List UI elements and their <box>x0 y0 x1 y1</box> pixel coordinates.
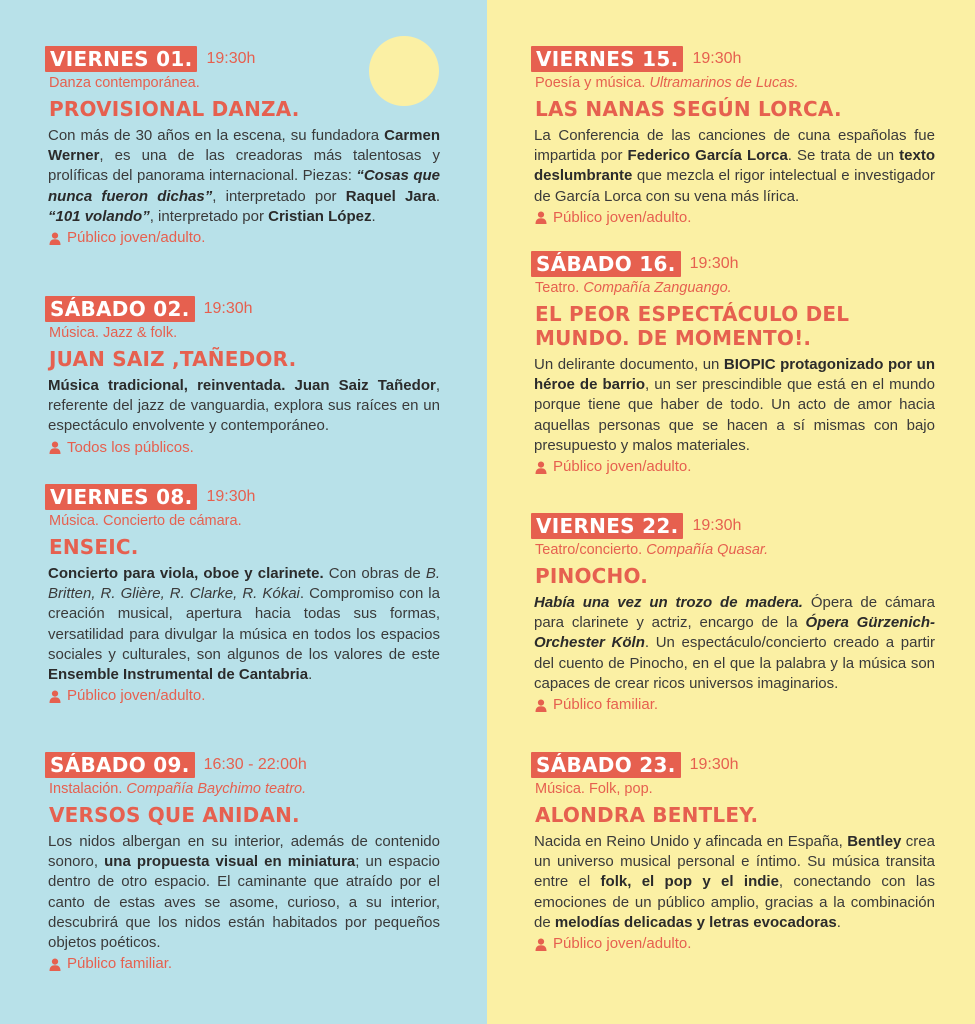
audience-label: Público joven/adulto. <box>67 687 206 705</box>
event-block <box>45 483 440 706</box>
person-icon <box>49 958 61 971</box>
event-block <box>45 295 440 458</box>
event-time: 16:30 - 22:00h <box>203 756 307 773</box>
event-audience <box>535 208 935 228</box>
event-time: 19:30h <box>692 517 742 534</box>
genre-label: Danza contemporánea. <box>49 75 200 91</box>
event-block <box>45 45 440 248</box>
event-description: Música tradicional, reinventada. Juan Saiz Tañedor, referente del jazz de vanguardia, explora sus raíces en un espectáculo envolvente y contemporáneo. <box>48 377 440 435</box>
event-audience <box>535 457 935 477</box>
event-description: Nacida en Reino Unido y afincada en España, Bentley crea un universo musical personal e íntimo. Su música transita entre el folk, el pop y el indie, conectando con las emociones de un público amplio, gracias a la combinación de melodías delicadas y letras evocadoras. <box>534 833 936 931</box>
event-day-badge: VIERNES 08. <box>45 484 197 510</box>
event-title: ALONDRA BENTLEY. <box>535 803 759 827</box>
event-audience <box>49 686 440 706</box>
audience-label: Público joven/adulto. <box>67 229 206 247</box>
event-description: La Conferencia de las canciones de cuna españolas fue impartida por Federico García Lorca. Se trata de un texto deslumbrante que mezcla el rigor intelectual e investigador de García Lorca con su vena más lírica. <box>534 127 935 205</box>
audience-label: Público familiar. <box>553 696 659 714</box>
event-genre <box>535 780 935 798</box>
event-day-badge: SÁBADO 09. <box>45 752 195 778</box>
person-icon <box>49 232 61 245</box>
genre-label: Poesía y música. <box>535 75 646 91</box>
event-genre <box>535 279 935 297</box>
event-title: ENSEIC. <box>49 535 139 559</box>
event-title: VERSOS QUE ANIDAN. <box>49 803 300 827</box>
genre-label: Teatro/concierto. <box>535 542 643 558</box>
event-day-badge: SÁBADO 23. <box>531 752 681 778</box>
event-day-badge: VIERNES 15. <box>531 46 683 72</box>
event-block <box>531 512 935 715</box>
event-header <box>531 512 935 540</box>
event-header <box>531 45 935 73</box>
left-column <box>0 0 487 1024</box>
company-name: Ultramarinos de Lucas. <box>649 75 799 91</box>
right-column <box>487 0 975 1024</box>
person-icon <box>535 461 547 474</box>
genre-label: Música. Jazz & folk. <box>49 325 178 341</box>
event-description: Los nidos albergan en su interior, además de contenido sonoro, una propuesta visual en miniatura; un espacio dentro de otro espacio. El caminante que atraído por el canto de estas aves se asome, curioso, a su interior, descubrirá que los nidos están habitados por pequeños objetos poéticos. <box>48 833 440 952</box>
event-genre <box>535 74 935 92</box>
event-header <box>45 45 440 73</box>
event-time: 19:30h <box>206 488 256 505</box>
event-header <box>45 483 440 511</box>
event-genre <box>49 74 440 92</box>
event-title: LAS NANAS SEGÚN LORCA. <box>535 97 842 121</box>
event-block <box>531 751 935 954</box>
company-name: Compañía Quasar. <box>646 542 769 558</box>
person-icon <box>535 938 547 951</box>
event-day-badge: SÁBADO 02. <box>45 296 195 322</box>
event-day-badge: VIERNES 01. <box>45 46 197 72</box>
event-audience <box>49 228 440 248</box>
event-day-badge: SÁBADO 16. <box>531 251 681 277</box>
event-header <box>531 751 935 779</box>
genre-label: Instalación. <box>49 781 123 797</box>
event-block <box>531 250 935 477</box>
event-time: 19:30h <box>206 50 256 67</box>
event-description: Había una vez un trozo de madera. Ópera de cámara para clarinete y actriz, encargo de la Ópera Gürzenich-Orchester Köln. Un espectáculo/concierto creado a partir del cuento de Pinocho, en el que la palabra y la música son capaces de crear ricos universos imaginarios. <box>534 594 936 692</box>
genre-label: Música. Concierto de cámara. <box>49 513 242 529</box>
event-genre <box>49 512 440 530</box>
audience-label: Público joven/adulto. <box>553 458 692 476</box>
event-time: 19:30h <box>689 756 739 773</box>
person-icon <box>535 699 547 712</box>
company-name: Compañía Zanguango. <box>583 280 732 296</box>
event-time: 19:30h <box>692 50 742 67</box>
event-header <box>531 250 935 278</box>
event-title: EL PEOR ESPECTÁCULO DEL MUNDO. DE MOMENTO!. <box>535 302 850 350</box>
genre-label: Teatro. <box>535 280 580 296</box>
event-description: Con más de 30 años en la escena, su fundadora Carmen Werner, es una de las creadoras más talentosas y prolíficas del panorama internacional. Piezas: “Cosas que nunca fueron dichas”, interpretado por Raquel Jara. “101 volando”, interpretado por Cristian López. <box>48 127 441 225</box>
event-description: Un delirante documento, un BIOPIC protagonizado por un héroe de barrio, un ser prescindible que está en el mundo porque tiene que haber de todo. Un acto de amor hacia aquellas personas que se hacen a sí mismas con bajo presupuesto y malos materiales. <box>534 356 935 454</box>
event-time: 19:30h <box>203 300 253 317</box>
event-audience <box>49 438 440 458</box>
audience-label: Todos los públicos. <box>67 438 194 456</box>
person-icon <box>535 211 547 224</box>
audience-label: Público familiar. <box>67 955 173 973</box>
event-title: JUAN SAIZ ,TAÑEDOR. <box>49 347 297 371</box>
event-audience <box>535 695 935 715</box>
event-header <box>45 751 440 779</box>
person-icon <box>49 441 61 454</box>
event-genre <box>535 541 935 559</box>
event-audience <box>49 954 440 974</box>
event-genre <box>49 780 440 798</box>
company-name: Compañía Baychimo teatro. <box>126 781 307 797</box>
event-block <box>531 45 935 228</box>
audience-label: Público joven/adulto. <box>553 935 692 953</box>
event-day-badge: VIERNES 22. <box>531 513 683 539</box>
event-time: 19:30h <box>689 255 739 272</box>
event-title: PROVISIONAL DANZA. <box>49 97 300 121</box>
person-icon <box>49 690 61 703</box>
event-description: Concierto para viola, oboe y clarinete. Con obras de B. Britten, R. Glière, R. Clarke, R. Kókai. Compromiso con la creación musical, apertura hacia todas sus formas, versatilidad para divulgar la música en todos los espacios sociales y culturales, son algunos de los valores de este Ensemble Instrumental de Cantabria. <box>48 565 440 684</box>
event-header <box>45 295 440 323</box>
event-block <box>45 751 440 974</box>
event-genre <box>49 324 440 342</box>
audience-label: Público joven/adulto. <box>553 208 692 226</box>
genre-label: Música. Folk, pop. <box>535 781 653 797</box>
event-title: PINOCHO. <box>535 564 649 588</box>
event-audience <box>535 934 935 954</box>
